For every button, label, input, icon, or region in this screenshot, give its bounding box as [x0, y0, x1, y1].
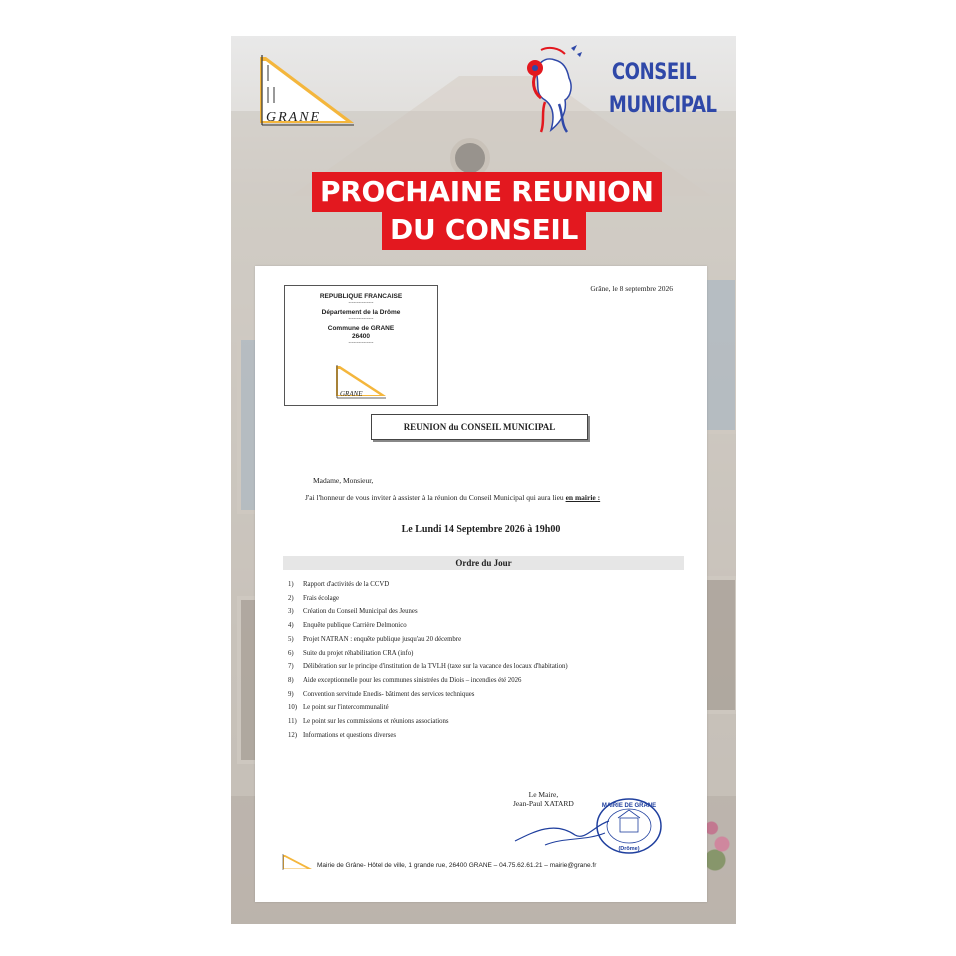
conseil-municipal-title: [608, 56, 717, 122]
agenda-item-number: 11): [288, 718, 297, 726]
agenda-item-text: Création du Conseil Municipal des Jeunes: [303, 608, 418, 616]
conseil-title-line2: MUNICIPAL: [608, 93, 717, 118]
poster: [231, 36, 736, 924]
agenda-item-number: 10): [288, 704, 298, 712]
separator: ---------------: [348, 300, 374, 306]
stamp-subtext: (Drôme): [618, 846, 640, 852]
invite-place: en mairie :: [565, 493, 601, 502]
agenda-item-number: 4): [288, 622, 294, 630]
agenda-item-text: Convention servitude Enedis- bâtiment des services techniques: [303, 690, 475, 698]
agenda-item: [288, 660, 568, 674]
agenda-title: Ordre du Jour: [283, 556, 684, 570]
subject-box: REUNION du CONSEIL MUNICIPAL: [371, 414, 588, 440]
mairie-stamp: [594, 796, 664, 856]
agenda-item-text: Frais écolage: [303, 594, 340, 602]
agenda-item-number: 1): [288, 581, 294, 588]
postcode-label: 26400: [351, 333, 371, 340]
agenda-item: [288, 674, 568, 688]
agenda-item: [288, 633, 568, 647]
agenda-item-text: Projet NATRAN : enquête publique jusqu'au 20 décembre: [303, 635, 462, 643]
greeting: Madame, Monsieur,: [313, 476, 374, 485]
banner-line2: DU CONSEIL: [382, 210, 586, 250]
separator: ---------------: [348, 316, 374, 322]
agenda-list: [288, 578, 568, 742]
grane-small-logo: [332, 364, 388, 400]
signer-title: Le Maire,: [528, 790, 559, 799]
agenda-item-number: 9): [288, 690, 294, 698]
agenda-item-number: 5): [288, 635, 294, 643]
agenda-item-text: Le point sur l'intercommunalité: [303, 704, 389, 712]
agenda-item-text: Rapport d'activités de la CCVD: [303, 581, 390, 588]
meeting-date: Le Lundi 14 Septembre 2026 à 19h00: [401, 524, 561, 535]
agenda-item: [288, 619, 568, 633]
conseil-title-line1: CONSEIL: [611, 60, 697, 85]
agenda-item: [288, 605, 568, 619]
agenda-item-number: 3): [288, 608, 294, 616]
agenda-item-number: 8): [288, 676, 294, 684]
agenda-item: [288, 592, 568, 606]
agenda-item-number: 6): [288, 649, 294, 657]
agenda-item: [288, 688, 568, 702]
agenda-item-number: 2): [288, 594, 294, 602]
grane-footer-logo: [281, 854, 313, 870]
letter-document: [255, 266, 707, 902]
republic-label: REPUBLIQUE FRANCAISE: [319, 293, 403, 300]
stamp-text: MAIRIE DE GRANE: [601, 803, 657, 809]
letter-date: Grâne, le 8 septembre 2026: [590, 284, 673, 293]
marianne-icon: [515, 42, 587, 134]
agenda-item-text: Aide exceptionnelle pour les communes sinistrées du Diois – incendies été 2026: [303, 676, 522, 684]
agenda-item-text: Enquête publique Carrière Delmonico: [303, 622, 407, 630]
grane-small-logo-text: GRANE: [340, 390, 363, 398]
agenda-item-number: 7): [288, 663, 294, 671]
agenda-item: [288, 701, 568, 715]
agenda-item: [288, 578, 568, 592]
agenda-item: [288, 729, 568, 743]
agenda-item-number: 12): [288, 731, 298, 739]
agenda-item-text: Délibération sur le principe d'institution de la TVLH (taxe sur la vacance des locaux d'habitation): [303, 663, 568, 671]
agenda-item-text: Le point sur les commissions et réunions associations: [303, 718, 449, 726]
grane-logo: [254, 51, 359, 131]
administration-box: [284, 285, 438, 406]
signature-block: [513, 790, 574, 808]
agenda-item-text: Informations et questions diverses: [303, 731, 397, 739]
commune-label: Commune de GRANE: [327, 325, 395, 332]
signer-name: Jean-Paul XATARD: [513, 799, 574, 808]
agenda-item-text: Suite du projet réhabilitation CRA (info): [303, 649, 414, 657]
letter-footer: Mairie de Grâne- Hôtel de ville, 1 grande rue, 26400 GRANE – 04.75.62.61.21 – mairie@grane.fr: [317, 862, 597, 869]
separator: ---------------: [348, 340, 374, 346]
invite-sentence: [305, 493, 600, 502]
banner-line1: PROCHAINE REUNION: [312, 172, 662, 212]
grane-logo-text: GRANE: [266, 110, 322, 125]
invite-text: J'ai l'honneur de vous inviter à assister à la réunion du Conseil Municipal qui aura lieu: [305, 493, 564, 502]
agenda-item: [288, 715, 568, 729]
departement-label: Département de la Drôme: [321, 309, 401, 316]
agenda-item: [288, 647, 568, 661]
